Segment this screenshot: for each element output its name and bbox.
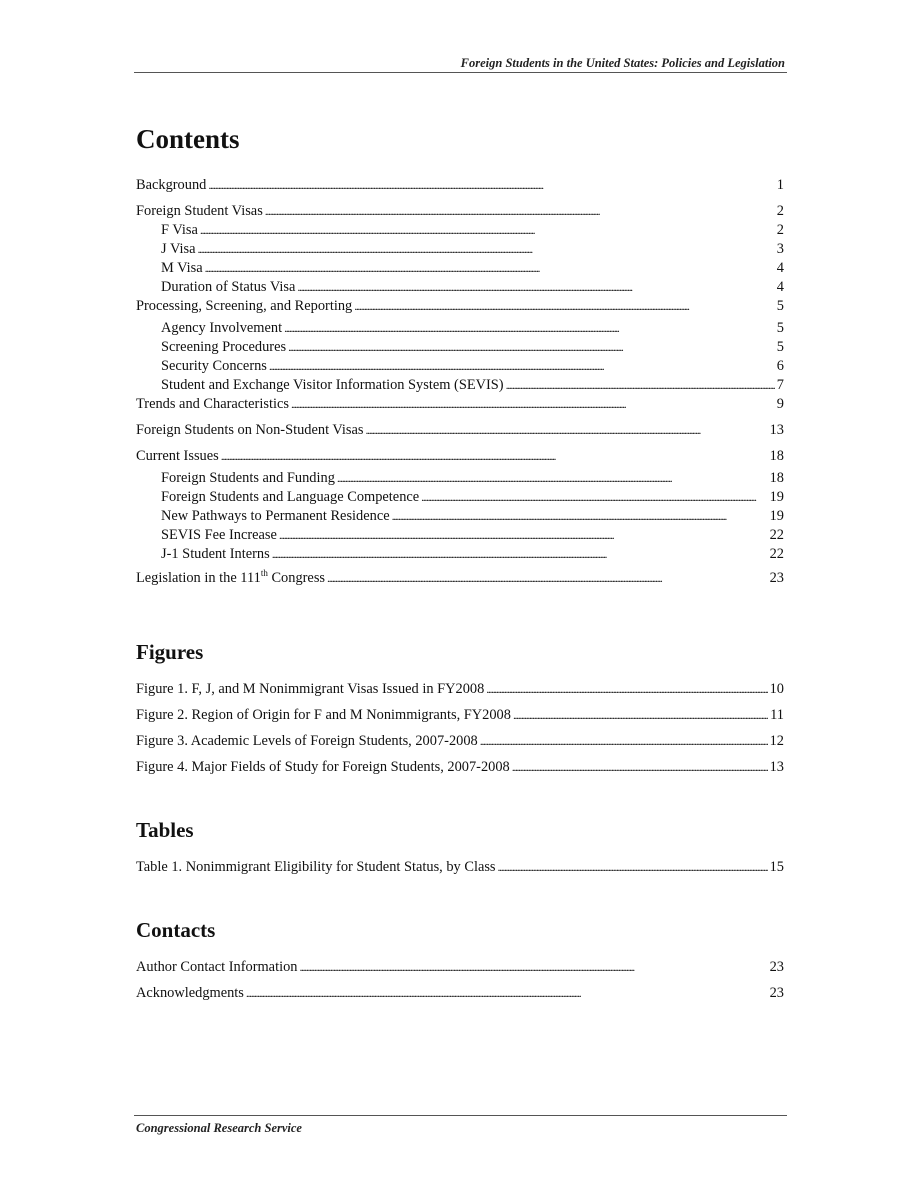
toc-entry-funding[interactable]: Foreign Students and Funding . . . 18 <box>136 469 784 488</box>
toc-entry-non-student-visas[interactable]: Foreign Students on Non-Student Visas . . . 13 <box>136 421 784 440</box>
toc-entry-security-concerns[interactable]: Security Concerns . . . 6 <box>136 357 784 376</box>
tables-heading: Tables <box>136 818 194 842</box>
contacts-list <box>136 954 784 1006</box>
figure-entry-4[interactable]: Figure 4. Major Fields of Study for Foreign Students, 2007-2008 . . . 13 <box>136 754 784 780</box>
running-footer: Congressional Research Service <box>136 1121 302 1135</box>
figures-list <box>136 676 784 780</box>
toc-entry-foreign-student-visas[interactable]: Foreign Student Visas . . . 2 <box>136 202 784 221</box>
toc-entry-m-visa[interactable]: M Visa . . . 4 <box>136 259 784 278</box>
toc-entry-sevis-fee[interactable]: SEVIS Fee Increase . . . 22 <box>136 526 784 545</box>
header-rule <box>134 72 787 73</box>
contacts-heading: Contacts <box>136 918 216 942</box>
toc-entry-background[interactable]: Background . . . 1 <box>136 176 784 195</box>
tables-list <box>136 854 784 880</box>
footer-rule <box>134 1115 787 1116</box>
figure-entry-2[interactable]: Figure 2. Region of Origin for F and M Nonimmigrants, FY2008 . . . 11 <box>136 702 784 728</box>
toc-entry-screening-procedures[interactable]: Screening Procedures . . . 5 <box>136 338 784 357</box>
table-entry-1[interactable]: Table 1. Nonimmigrant Eligibility for Student Status, by Class . . . 15 <box>136 854 784 880</box>
contents-heading: Contents <box>136 124 240 154</box>
toc-entry-sevis[interactable]: Student and Exchange Visitor Information System (SEVIS) . . . 7 <box>136 376 784 395</box>
toc-entry-agency-involvement[interactable]: Agency Involvement . . . 5 <box>136 319 784 338</box>
figure-entry-1[interactable]: Figure 1. F, J, and M Nonimmigrant Visas Issued in FY2008 . . . 10 <box>136 676 784 702</box>
contact-entry-author[interactable]: Author Contact Information . . . 23 <box>136 954 784 980</box>
figure-entry-3[interactable]: Figure 3. Academic Levels of Foreign Students, 2007-2008 . . . 12 <box>136 728 784 754</box>
toc-entry-language-competence[interactable]: Foreign Students and Language Competence . . . 19 <box>136 488 784 507</box>
contact-entry-acknowledgments[interactable]: Acknowledgments . . . 23 <box>136 980 784 1006</box>
toc-entry-current-issues[interactable]: Current Issues . . . 18 <box>136 447 784 466</box>
toc-entry-legislation[interactable]: Legislation in the 111th Congress . . . 23 <box>136 564 784 588</box>
toc-entry-j1-interns[interactable]: J-1 Student Interns . . . 22 <box>136 545 784 564</box>
running-header: Foreign Students in the United States: Policies and Legislation <box>460 56 785 70</box>
toc-entry-processing[interactable]: Processing, Screening, and Reporting . . . 5 <box>136 297 784 316</box>
contents-list <box>136 176 784 588</box>
toc-entry-j-visa[interactable]: J Visa . . . 3 <box>136 240 784 259</box>
toc-entry-new-pathways[interactable]: New Pathways to Permanent Residence . . . 19 <box>136 507 784 526</box>
figures-heading: Figures <box>136 640 204 664</box>
toc-entry-duration-of-status-visa[interactable]: Duration of Status Visa . . . 4 <box>136 278 784 297</box>
toc-entry-f-visa[interactable]: F Visa . . . 2 <box>136 221 784 240</box>
toc-entry-trends[interactable]: Trends and Characteristics . . . 9 <box>136 395 784 414</box>
